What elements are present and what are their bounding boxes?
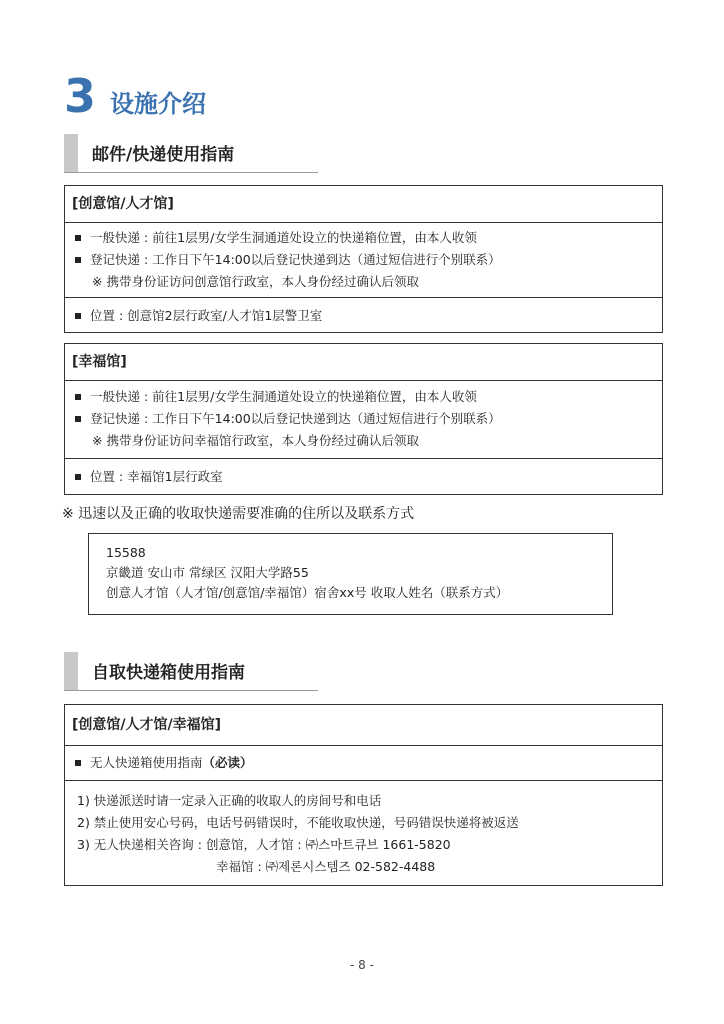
recipient-line: 创意人才馆（人才馆/创意馆/幸福馆）宿舍xx号 收取人姓名（联系方式）	[106, 585, 509, 600]
chapter-title: 设施介绍	[110, 90, 207, 118]
list-item: 一般快递 : 前往1层男/女学生洞通道处设立的快递箱位置，由本人收领	[65, 386, 662, 408]
section-marker	[64, 652, 78, 690]
address-example-box	[88, 533, 613, 615]
list-item: 登记快递 : 工作日下午14:00以后登记快递到达（通过短信进行个别联系）	[65, 408, 662, 430]
section-title: 自取快递箱使用指南	[92, 663, 245, 683]
page-number: - 8 -	[350, 958, 374, 972]
list-item: 登记快递 : 工作日下午14:00以后登记快递到达（通过短信进行个别联系）	[65, 249, 662, 271]
address-note: ※ 迅速以及正确的收取快递需要准确的住所以及联系方式	[62, 506, 415, 522]
address-line: 京畿道 安山市 常绿区 汉阳大学路55	[106, 565, 309, 580]
note-item: ※ 携带身份证访问创意馆行政室，本人身份经过确认后领取	[92, 274, 419, 289]
info-box-changyi-rencai	[64, 185, 663, 333]
section-heading-mail	[64, 134, 318, 173]
square-bullet-icon	[75, 474, 81, 480]
box-header: [创意馆/人才馆/幸福馆]	[65, 705, 662, 746]
square-bullet-icon	[75, 313, 81, 319]
info-box-locker	[64, 704, 663, 886]
list-item: 无人快递箱使用指南（必读）	[65, 746, 662, 780]
section-heading-locker	[64, 652, 318, 691]
location-item: 位置 : 幸福馆1层行政室	[65, 466, 662, 488]
chapter-heading	[64, 69, 207, 123]
square-bullet-icon	[75, 760, 81, 766]
note-item: ※ 携带身份证访问幸福馆行政室，本人身份经过确认后领取	[92, 433, 419, 448]
guide-item: 3) 无人快递相关咨询 : 创意馆，人才馆 : ㈜스마트큐브 1661-5820	[77, 837, 451, 852]
section-title: 邮件/快递使用指南	[92, 145, 235, 165]
square-bullet-icon	[75, 416, 81, 422]
guide-item: 1) 快递派送时请一定录入正确的收取人的房间号和电话	[77, 793, 382, 808]
square-bullet-icon	[75, 394, 81, 400]
guide-item: 幸福馆 : ㈜제론시스템즈 02-582-4488	[216, 859, 436, 874]
square-bullet-icon	[75, 235, 81, 241]
list-item: 一般快递 : 前往1层男/女学生洞通道处设立的快递箱位置，由本人收领	[65, 227, 662, 249]
location-item: 位置 : 创意馆2层行政室/人才馆1层警卫室	[65, 305, 662, 327]
info-box-xingfu	[64, 343, 663, 495]
square-bullet-icon	[75, 257, 81, 263]
box-header: [幸福馆]	[65, 344, 662, 381]
section-marker	[64, 134, 78, 172]
chapter-number: 3	[64, 69, 97, 123]
guide-item: 2) 禁止使用安心号码，电话号码错误时，不能收取快递，号码错误快递将被返送	[77, 815, 519, 830]
box-header: [创意馆/人才馆]	[65, 186, 662, 223]
postal-code: 15588	[106, 545, 146, 560]
